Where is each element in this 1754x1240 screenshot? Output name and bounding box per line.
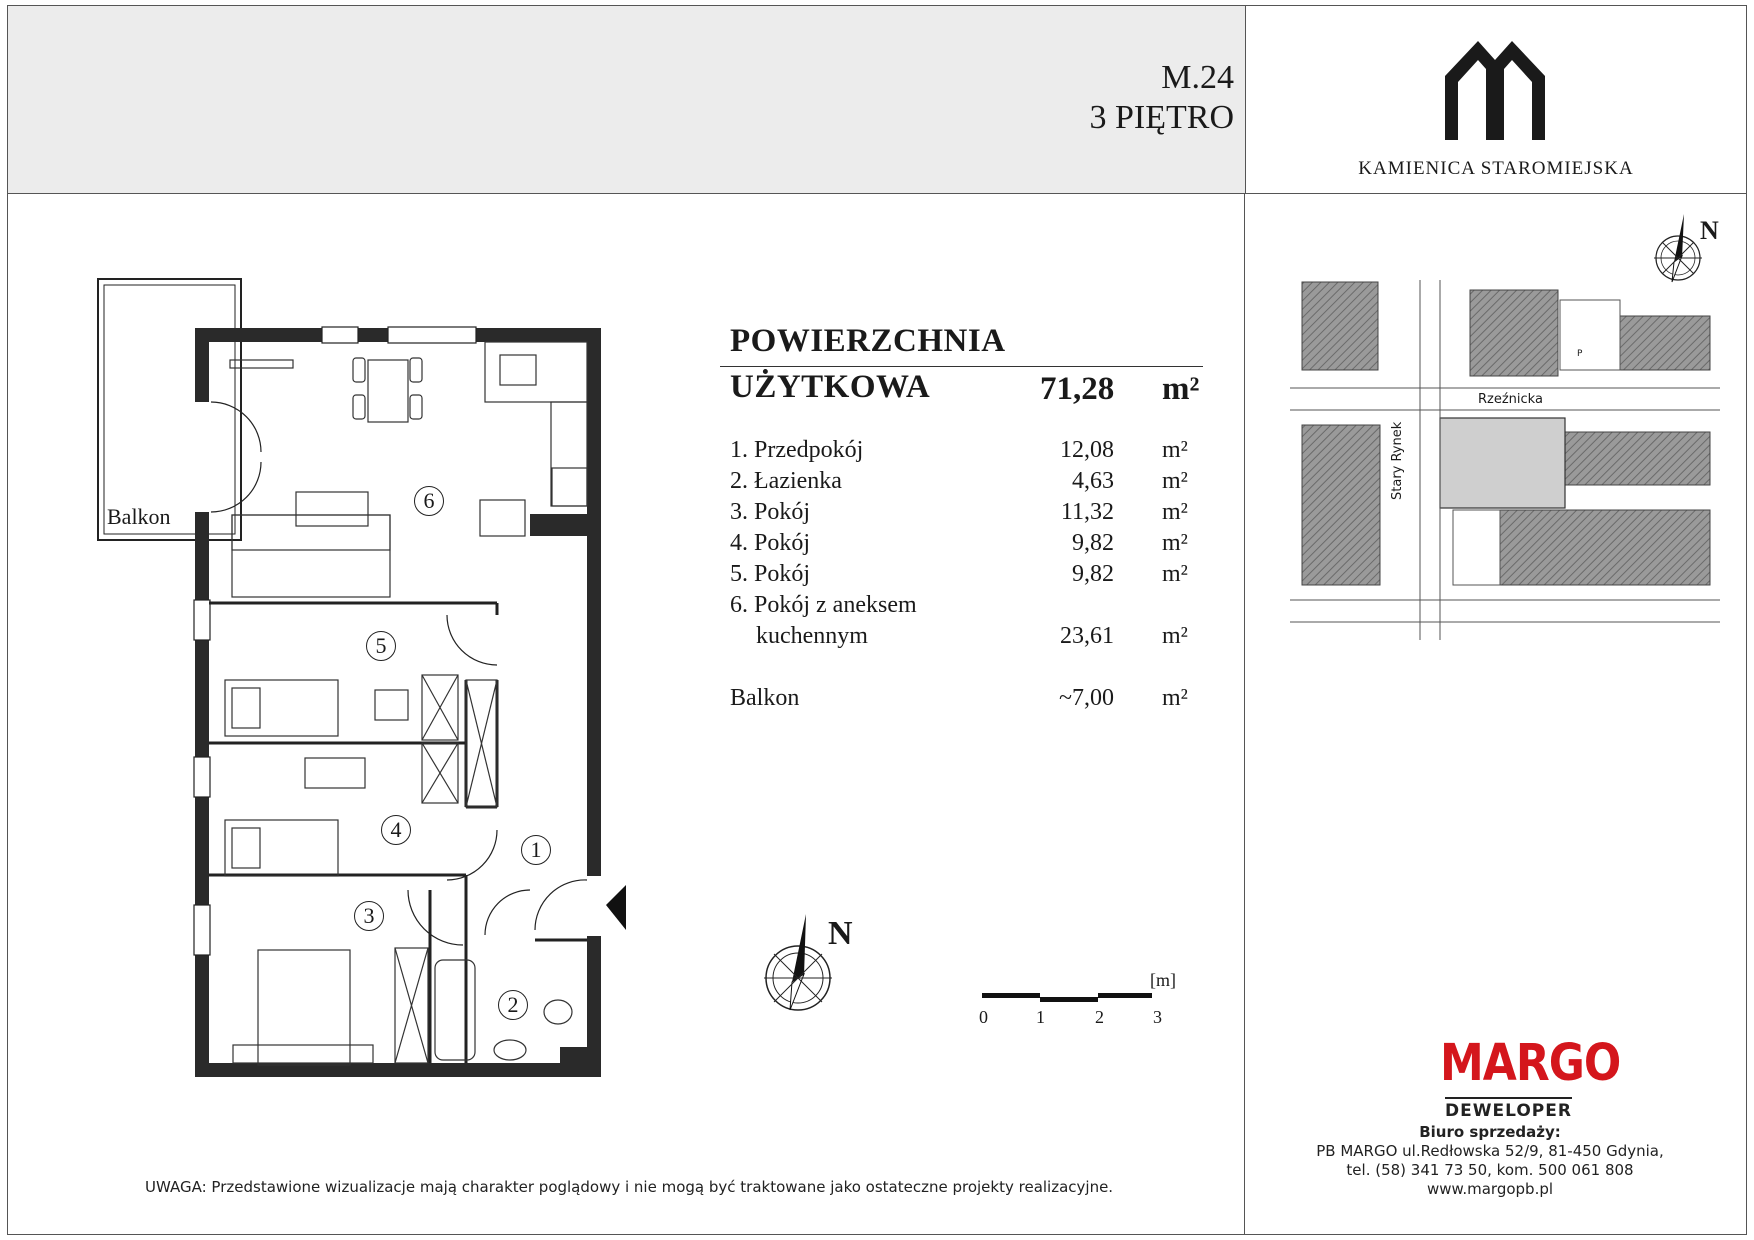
room-unit: m²	[1162, 530, 1188, 556]
room-name: 2. Łazienka	[730, 468, 842, 494]
area-total: 71,28	[1040, 371, 1115, 407]
room-number-6: 6	[414, 486, 444, 516]
balcony-unit: m²	[1162, 685, 1188, 711]
building-highlight	[1440, 418, 1565, 508]
room-number-1: 1	[521, 835, 551, 865]
room-name: 3. Pokój	[730, 499, 811, 525]
wall-right	[587, 328, 601, 876]
floor-label: 3 PIĘTRO	[1089, 99, 1234, 136]
sales-office	[1290, 1123, 1690, 1199]
window	[194, 600, 210, 640]
scale-unit: [m]	[1150, 970, 1176, 990]
parking-label: P	[1577, 349, 1583, 359]
balcony-label: Balkon	[107, 504, 171, 529]
room-name: kuchennym	[756, 623, 868, 649]
scale-tick: 1	[1036, 1007, 1045, 1027]
window	[194, 905, 210, 955]
room-name: 5. Pokój	[730, 561, 811, 587]
room-number-2: 2	[498, 990, 528, 1020]
scale-tick: 0	[979, 1007, 988, 1027]
washbasin	[494, 1040, 526, 1060]
street-rzeznicka: Rzeźnicka	[1478, 392, 1543, 407]
area-title-line2: UŻYTKOWA	[730, 369, 931, 405]
coffee-table	[296, 492, 368, 526]
bathtub	[435, 960, 475, 1060]
room-unit: m²	[1162, 561, 1188, 587]
room-name: 6. Pokój z aneksem	[730, 592, 917, 618]
wall-right-bottom	[587, 936, 601, 1077]
room-number-5: 5	[366, 631, 396, 661]
room-unit: m²	[1162, 437, 1188, 463]
street-stary-rynek: Stary Rynek	[1390, 421, 1405, 500]
plan-north-label: N	[828, 915, 853, 952]
disclaimer: UWAGA: Przedstawione wizualizacje mają charakter poglądowy i nie mogą być traktowane jako ostateczne projekty realizacyjne.	[145, 1178, 1114, 1196]
entrance-arrow-icon	[606, 885, 626, 930]
room-name: 4. Pokój	[730, 530, 811, 556]
room-unit: m²	[1162, 499, 1188, 525]
bed	[258, 950, 350, 1065]
office-address: PB MARGO ul.Redłowska 52/9, 81-450 Gdynia,	[1316, 1142, 1664, 1160]
room-area: 11,32	[1060, 499, 1114, 525]
room-number-4: 4	[381, 815, 411, 845]
site-map	[1290, 270, 1720, 650]
area-total-unit: m²	[1162, 371, 1200, 407]
room-unit: m²	[1162, 468, 1188, 494]
room-area: 9,82	[1072, 530, 1114, 556]
balcony-outline	[98, 279, 241, 540]
office-title: Biuro sprzedaży:	[1419, 1123, 1561, 1141]
room-name: 1. Przedpokój	[730, 437, 864, 463]
wall-left-upper	[195, 328, 209, 402]
area-title-line1: POWIERZCHNIA	[730, 323, 1006, 359]
window	[388, 327, 476, 343]
office-website[interactable]: www.margopb.pl	[1426, 1180, 1554, 1198]
window	[322, 327, 358, 343]
balcony-area: ~7,00	[1059, 685, 1114, 711]
window	[194, 757, 210, 797]
site-north-label: N	[1700, 216, 1719, 245]
room-area: 12,08	[1060, 437, 1114, 463]
margo-subtitle: DEWELOPER	[1445, 1097, 1572, 1121]
apartment-code: M.24	[1161, 59, 1234, 96]
balcony-name: Balkon	[730, 685, 800, 711]
sofa	[232, 515, 390, 597]
room-area: 23,61	[1060, 623, 1114, 649]
scale-tick: 3	[1153, 1007, 1162, 1027]
room-area: 4,63	[1072, 468, 1114, 494]
room-number-3: 3	[354, 901, 384, 931]
scale-bar	[982, 993, 1152, 1005]
dining-table	[368, 360, 408, 422]
room-area: 9,82	[1072, 561, 1114, 587]
margo-logo: MARGO	[1440, 1034, 1621, 1093]
room-unit: m²	[1162, 623, 1188, 649]
toilet	[544, 1000, 572, 1024]
office-phone: tel. (58) 341 73 50, kom. 500 061 808	[1346, 1161, 1634, 1179]
scale-tick: 2	[1095, 1007, 1104, 1027]
brand-name: KAMIENICA STAROMIEJSKA	[1358, 158, 1634, 179]
wall-bottom	[195, 1063, 601, 1077]
